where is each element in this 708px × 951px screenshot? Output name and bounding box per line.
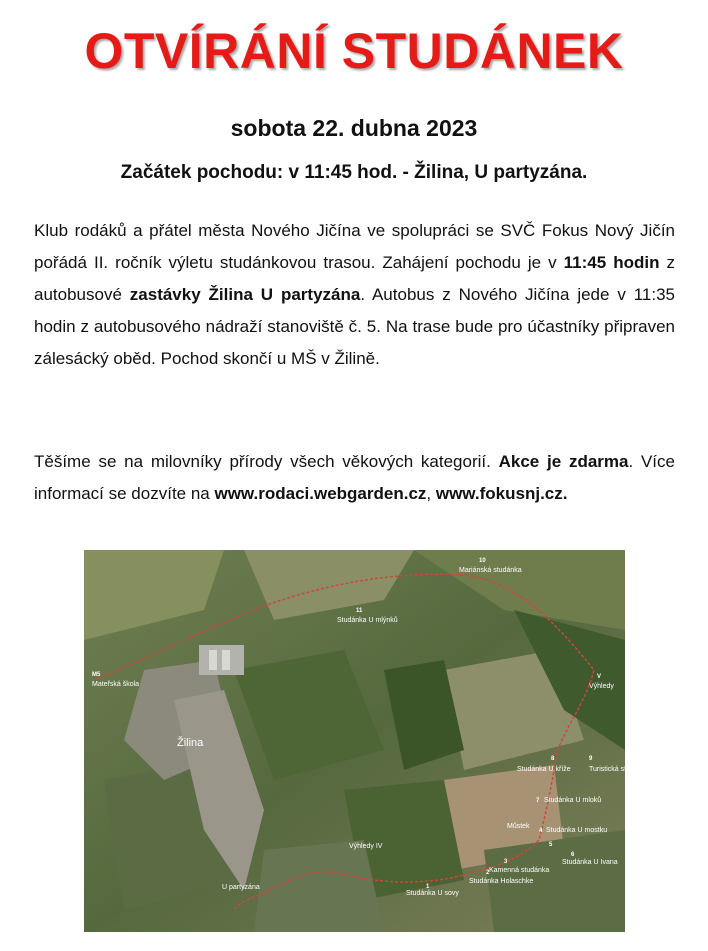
point-m5-label: Mateřská škola — [92, 681, 140, 688]
point-vyhledy-iv: Výhledy IV — [349, 843, 383, 850]
point-1-label: Studánka U sovy — [406, 890, 459, 897]
point-v-label: Výhledy — [589, 683, 614, 690]
free-event: Akce je zdarma — [498, 452, 629, 471]
page-title: OTVÍRÁNÍ STUDÁNEK — [84, 23, 624, 79]
point-m5-num: M5 — [92, 672, 101, 678]
point-6-label: Studánka U Ivana — [562, 859, 618, 866]
point-3-label: Kamenná studánka — [489, 867, 550, 874]
point-5-num: 5 — [549, 842, 553, 848]
point-7-num: 7 — [536, 798, 540, 804]
point-6-num: 6 — [571, 852, 575, 858]
point-7-label: Studánka U mloků — [544, 797, 602, 804]
point-9-label: Turistická studánka — [589, 766, 650, 773]
point-4-label: Studánka U mostku — [546, 827, 608, 834]
point-mostek: Můstek — [507, 823, 530, 830]
info-text-c: , — [426, 484, 436, 503]
point-1-num: 1 — [426, 884, 430, 890]
point-v-num: V — [597, 674, 602, 680]
start-time: 11:45 hodin — [563, 253, 660, 272]
point-2-label: Studánka Holaschke — [469, 878, 534, 885]
website-link-fokus[interactable]: www.fokusnj.cz. — [435, 484, 568, 503]
bus-stop: zastávky Žilina U partyzána — [129, 285, 361, 304]
point-11-num: 11 — [356, 608, 363, 614]
point-2-num: 2 — [486, 870, 490, 876]
start-info: Začátek pochodu: v 11:45 hod. - Žilina, U partyzána. — [120, 162, 588, 183]
point-10-num: 10 — [479, 558, 486, 564]
info-paragraph — [34, 446, 675, 510]
intro-text-b: z autobusové — [34, 253, 676, 304]
info-text-b: . Více informací se dozvíte na — [34, 452, 675, 503]
route-map — [84, 550, 650, 932]
point-3-num: 3 — [504, 859, 508, 865]
town-label: Žilina — [177, 737, 204, 749]
website-link-rodaci[interactable]: www.rodaci.webgarden.cz — [214, 484, 427, 503]
point-u-partyzana: U partyzána — [222, 884, 260, 891]
intro-text-a: Klub rodáků a přátel města Nového Jičína ve spolupráci se SVČ Fokus Nový Jičín pořádá II. ročník výletu studánkovou trasou. Zahájení pochodu je v — [34, 221, 675, 272]
point-4-num: 4 — [539, 828, 543, 834]
point-11-label: Studánka U mlýnků — [337, 617, 398, 624]
intro-text-c: . Autobus z Nového Jičína jede v 11:35 hodin z autobusového nádraží stanoviště č. 5. Na trase bude pro účastníky připraven zálesácký oběd. Pochod skončí u MŠ v Žilině. — [34, 285, 675, 368]
intro-paragraph — [34, 215, 675, 375]
info-text-a: Těšíme se na milovníky přírody všech věkových kategorií. — [34, 452, 499, 471]
point-10-label: Mariánská studánka — [459, 567, 522, 574]
point-8-label: Studánka U kříže — [517, 766, 571, 773]
point-9-num: 9 — [589, 756, 593, 762]
event-date: sobota 22. dubna 2023 — [230, 115, 478, 141]
point-8-num: 8 — [551, 756, 555, 762]
